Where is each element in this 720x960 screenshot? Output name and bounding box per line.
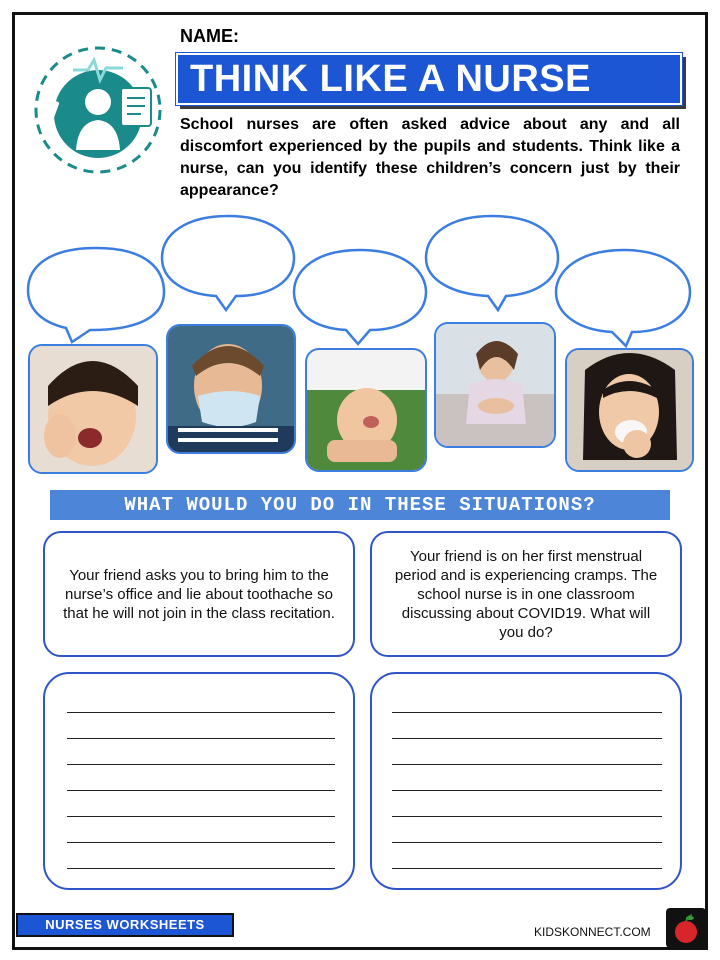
answer-line [67,816,335,817]
photo-girl-nosebleed [565,348,694,472]
answer-line [67,764,335,765]
scenario-box-2 [370,531,682,657]
footer-worksheet-label [16,913,234,937]
title-banner [176,53,682,105]
answer-line [392,790,662,791]
footer-left-text: NURSES WORKSHEETS [45,917,205,932]
answer-line [67,842,335,843]
scenario-text-2: Your friend is on her first menstrual period and is experiencing cramps. The school nurse is in one classroom discussing about COVID19. What will you do? [394,547,658,641]
answer-line [67,868,335,869]
section-title: WHAT WOULD YOU DO IN THESE SITUATIONS? [124,494,596,516]
apple-icon [666,908,706,948]
scenario-box-1 [43,531,355,657]
scenario-text-1: Your friend asks you to bring him to the nurse’s office and lie about toothache so that he will not join in the class recitation. [63,566,335,622]
footer-site-text: KIDSKONNECT.COM [534,925,651,939]
nurse-logo-icon [28,40,168,180]
answer-line [392,738,662,739]
answer-line [67,712,335,713]
answer-box-1[interactable] [43,672,355,890]
photo-boy-mask-headache [166,324,296,454]
intro-paragraph: School nurses are often asked advice about any and all discomfort experienced by the pupils and students. Think like a nurse, can you identify these children’s concern just by their appearance? [180,116,680,199]
photo-child-knee-injury [305,348,427,472]
answer-line [392,842,662,843]
name-label: NAME: [180,26,239,46]
section-banner [50,490,670,520]
answer-line [392,868,662,869]
worksheet-title: THINK LIKE A NURSE [190,58,591,100]
answer-line [67,738,335,739]
answer-box-2[interactable] [370,672,682,890]
answer-line [392,816,662,817]
answer-line [392,712,662,713]
photo-girl-stomachache [434,322,556,448]
answer-line [67,790,335,791]
photo-girl-toothache [28,344,158,474]
answer-line [392,764,662,765]
